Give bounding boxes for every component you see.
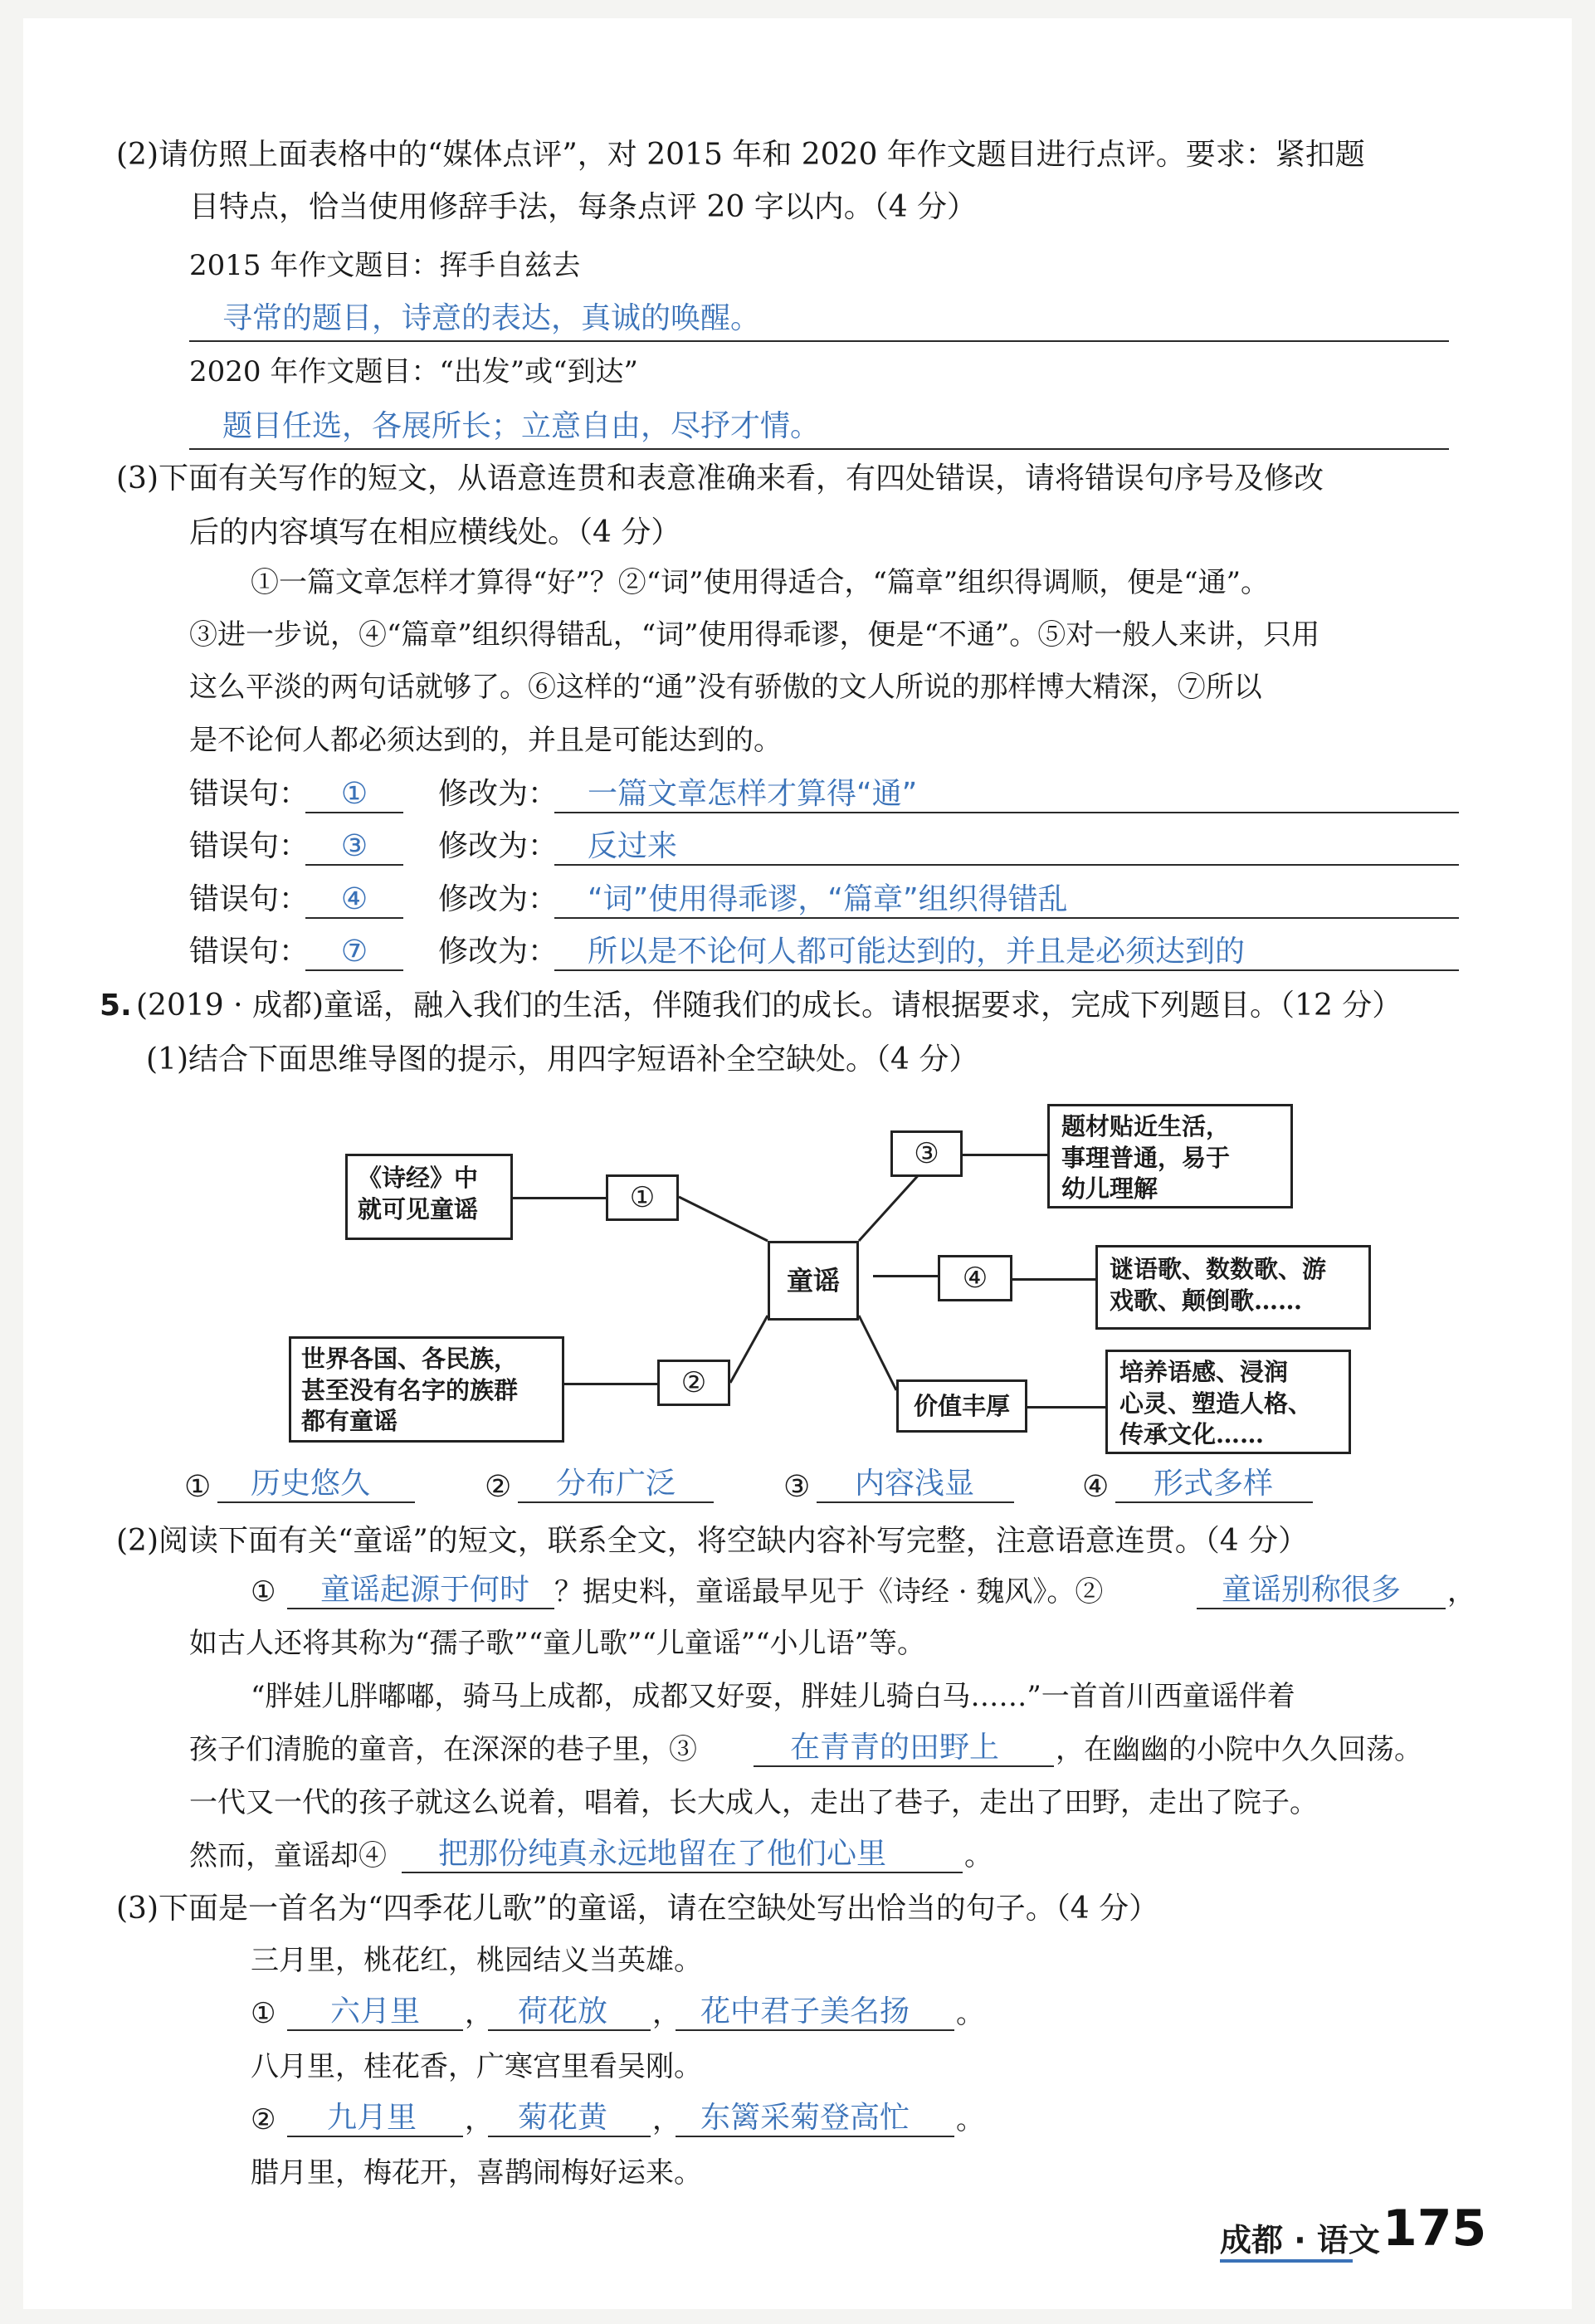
poem-row1-a: 六月里 — [287, 1994, 463, 2031]
passage-line4: 是不论何人都必须达到的，并且是可能达到的。 — [189, 724, 782, 757]
poem-row1-num: ① — [251, 1997, 276, 2030]
answer-num: ① — [184, 1470, 212, 1504]
title-2020: 2020 年作文题目：“出发”或“到达” — [189, 355, 638, 388]
fix-text: 一篇文章怎样才算得“通” — [554, 776, 1459, 813]
page-number: 175 — [1383, 2200, 1487, 2258]
sub2-line-3: “胖娃儿胖嘟嘟，骑马上成都，成都又好耍，胖娃儿骑白马……”一首首川西童谣伴着 — [251, 1680, 1295, 1713]
fix-label: 修改为： — [438, 882, 558, 916]
node-4: ④ — [938, 1255, 1012, 1301]
q4-2-prompt-line1: (2)请仿照上面表格中的“媒体点评”，对 2015 年和 2020 年作文题目进行点评。要求：紧扣题 — [116, 138, 1365, 172]
poem-line-1: 三月里，桃花红，桃园结义当英雄。 — [251, 1944, 702, 1977]
title-2015: 2015 年作文题目：挥手自兹去 — [189, 249, 581, 282]
error-label: 错误句： — [189, 829, 310, 863]
fix-label: 修改为： — [438, 829, 558, 863]
fix-text: 反过来 — [554, 828, 1459, 866]
box-shijing — [345, 1154, 513, 1240]
poem-period: 。 — [956, 2103, 984, 2136]
box-value — [1105, 1350, 1351, 1454]
poem-row2-b: 菊花黄 — [488, 2100, 651, 2137]
sub2-answer-1: 童谣起源于何时 — [287, 1572, 554, 1609]
footer-brand: 成都 · 语文 — [1220, 2222, 1380, 2258]
error-num: ④ — [305, 881, 403, 919]
passage-line3: 这么平淡的两句话就够了。⑥这样的“通”没有骄傲的文人所说的那样博大精深，⑦所以 — [189, 671, 1262, 704]
error-num: ① — [305, 776, 403, 813]
passage-line1: ①一篇文章怎样才算得“好”？②“词”使用得适合，“篇章”组织得调顺，便是“通”。 — [251, 566, 1270, 599]
poem-comma: ， — [465, 1997, 493, 2030]
q5-1-prompt: (1)结合下面思维导图的提示，用四字短语补全空缺处。（4 分） — [146, 1042, 979, 1077]
fix-label: 修改为： — [438, 777, 558, 811]
box-text: 心灵、塑造人格、 — [1119, 1389, 1313, 1418]
answer-text: 分布广泛 — [518, 1466, 714, 1503]
poem-comma: ， — [652, 2103, 680, 2136]
answer-num: ③ — [783, 1470, 811, 1504]
answer-2015: 寻常的题目，诗意的表达，真诚的唤醒。 — [222, 301, 761, 335]
box-text: 培养语感、浸润 — [1119, 1358, 1289, 1386]
q5-2-prompt: (2)阅读下面有关“童谣”的短文，联系全文，将空缺内容补写完整，注意语意连贯。（4 分） — [116, 1524, 1309, 1558]
sub2-circle-1: ① — [251, 1575, 276, 1609]
box-text: 戏歌、颠倒歌…… — [1110, 1286, 1303, 1315]
q4-3-prompt-line1: (3)下面有关写作的短文，从语意连贯和表意准确来看，有四处错误，请将错误句序号及修改 — [116, 461, 1324, 496]
answer-2020: 题目任选，各展所长；立意自由，尽抒才情。 — [222, 409, 821, 443]
value-node: 价值丰厚 — [896, 1379, 1027, 1433]
sub2-answer-3: 在青青的田野上 — [754, 1730, 1054, 1767]
sub2-text-1: ？据史料，童谣最早见于《诗经 · 魏风》。② — [554, 1575, 1104, 1609]
error-label: 错误句： — [189, 777, 310, 811]
sub2-line-4b: ，在幽幽的小院中久久回荡。 — [1056, 1733, 1422, 1766]
passage-line2: ③进一步说，④“篇章”组织得错乱，“词”使用得乖谬，便是“不通”。⑤对一般人来讲，只用 — [189, 618, 1320, 652]
box-world — [289, 1336, 564, 1443]
sub2-line-2: 如古人还将其称为“孺子歌”“童儿歌”“儿童谣”“小儿语”等。 — [189, 1627, 926, 1660]
q4-3-prompt-line2: 后的内容填写在相应横线处。（4 分） — [189, 515, 681, 549]
center-node: 童谣 — [768, 1241, 859, 1321]
poem-row2-a: 九月里 — [287, 2100, 463, 2137]
box-text: 都有童谣 — [301, 1407, 398, 1436]
node-1: ① — [606, 1174, 679, 1221]
poem-row1-c: 花中君子美名扬 — [676, 1994, 954, 2031]
sub2-line-6b: 。 — [964, 1839, 993, 1872]
box-text: 世界各国、各民族， — [301, 1345, 519, 1373]
box-text: 传承文化…… — [1119, 1420, 1265, 1449]
box-text: 谜语歌、数数歌、游 — [1110, 1255, 1327, 1283]
sub2-line-6a: 然而，童谣却④ — [189, 1839, 387, 1872]
box-text: 《诗经》中 — [358, 1164, 479, 1192]
footer-accent-line — [1220, 2259, 1353, 2263]
sub2-answer-2: 童谣别称很多 — [1197, 1572, 1446, 1609]
answer-num: ② — [485, 1470, 512, 1504]
poem-row1-b: 荷花放 — [488, 1994, 651, 2031]
poem-row2-c: 东篱采菊登高忙 — [676, 2100, 954, 2137]
error-label: 错误句： — [189, 882, 310, 916]
poem-line-3: 八月里，桂花香，广寒宫里看吴刚。 — [251, 2050, 702, 2083]
poem-row2-num: ② — [251, 2103, 276, 2136]
fix-label: 修改为： — [438, 935, 558, 969]
box-text: 事理普通，易于 — [1061, 1143, 1231, 1172]
poem-period: 。 — [956, 1997, 984, 2030]
sub2-line-5: 一代又一代的孩子就这么说着，唱着，长大成人，走出了巷子，走出了田野，走出了院子。 — [189, 1786, 1318, 1819]
poem-line-5: 腊月里，梅花开，喜鹊闹梅好运来。 — [251, 2156, 702, 2190]
sub2-answer-4: 把那份纯真永远地留在了他们心里 — [402, 1836, 963, 1873]
answer-text: 内容浅显 — [817, 1466, 1014, 1503]
box-text: 幼儿理解 — [1061, 1174, 1158, 1204]
answer-text: 历史悠久 — [217, 1466, 415, 1503]
box-text: 甚至没有名字的族群 — [301, 1375, 519, 1404]
error-num: ③ — [305, 828, 403, 866]
node-2: ② — [657, 1360, 730, 1406]
q5-3-prompt: (3)下面是一首名为“四季花儿歌”的童谣，请在空缺处写出恰当的句子。（4 分） — [116, 1892, 1159, 1926]
box-types — [1095, 1245, 1371, 1330]
q4-2-prompt-line2: 目特点，恰当使用修辞手法，每条点评 20 字以内。（4 分） — [189, 190, 978, 224]
poem-comma: ， — [465, 2103, 493, 2136]
error-label: 错误句： — [189, 935, 310, 969]
box-text: 就可见童谣 — [358, 1194, 479, 1223]
poem-comma: ， — [652, 1997, 680, 2030]
sub2-line-4a: 孩子们清脆的童音，在深深的巷子里，③ — [189, 1733, 697, 1766]
sub2-text-2: ， — [1447, 1575, 1475, 1609]
q5-number: 5. — [100, 989, 132, 1023]
fix-text: “词”使用得乖谬，“篇章”组织得错乱 — [554, 881, 1459, 919]
fix-text: 所以是不论何人都可能达到的，并且是必须达到的 — [554, 934, 1459, 971]
node-3: ③ — [890, 1130, 963, 1177]
box-theme — [1047, 1104, 1293, 1208]
answer-text: 形式多样 — [1115, 1466, 1313, 1503]
box-text: 题材贴近生活， — [1061, 1112, 1231, 1140]
q5-header: (2019 · 成都)童谣，融入我们的生活，伴随我们的成长。请根据要求，完成下列题目。（12 分） — [136, 989, 1402, 1023]
error-num: ⑦ — [305, 934, 403, 971]
answer-num: ④ — [1082, 1470, 1110, 1504]
